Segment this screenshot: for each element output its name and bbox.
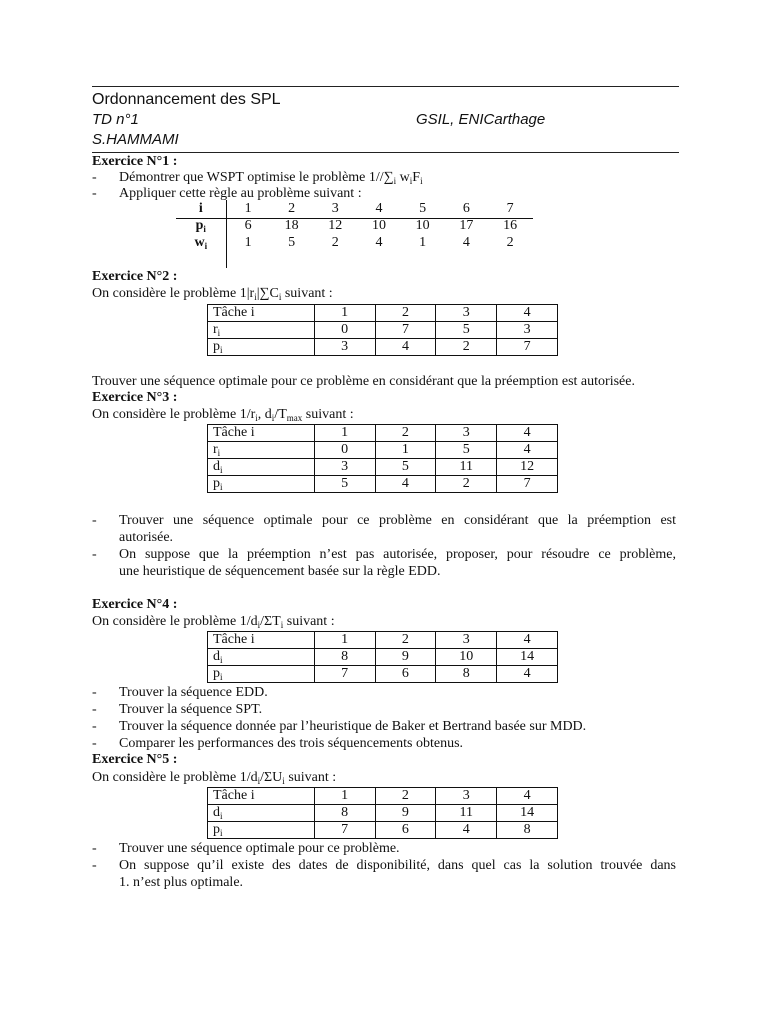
table-cell: 5 (288, 235, 296, 250)
table-cell: 4 (375, 201, 383, 216)
top-rule (92, 86, 679, 87)
exercise-5-question-1: Trouver une séquence optimale pour ce problème. (119, 841, 400, 856)
table-cell: 2 (375, 632, 436, 649)
bullet-dash: - (92, 841, 97, 856)
table-cell: 5 (436, 322, 497, 339)
exercise-5-title: Exercice N°5 : (92, 752, 178, 767)
table-cell: 11 (436, 459, 497, 476)
row-label-d: $d_i$ (208, 805, 315, 822)
table-cell: 2 (331, 235, 339, 250)
table-cell: 1 (314, 305, 375, 322)
exercise-4-question-2: Trouver la séquence SPT. (119, 702, 263, 717)
table-cell: 5 (314, 476, 375, 493)
table-cell: 7 (314, 666, 375, 683)
table-header: Tâche i (208, 305, 315, 322)
school-name: GSIL, ENICarthage (416, 111, 546, 128)
exercise-5-table (207, 787, 558, 839)
table-cell: 3 (497, 322, 558, 339)
row-label-p: $p_i$ (208, 666, 315, 683)
table-cell: 4 (436, 822, 497, 839)
table-row (208, 666, 558, 683)
td-number: TD n°1 (92, 111, 139, 128)
table-cell: 4 (497, 305, 558, 322)
bullet-dash: - (92, 685, 97, 700)
table-cell: 1 (244, 201, 252, 216)
author-name: S.HAMMAMI (92, 131, 179, 148)
table-row (208, 339, 558, 356)
table-cell: 2 (436, 339, 497, 356)
table-row (208, 425, 558, 442)
table-cell: 6 (244, 218, 252, 233)
table-cell: 2 (288, 201, 296, 216)
table-row (176, 200, 532, 217)
exercise-3-intro: On considère le problème $1/r_i$, $d_i/T_{max}$ suivant : (92, 407, 354, 423)
table-row (208, 788, 558, 805)
exercise-4-table (207, 631, 558, 683)
bullet-dash: - (92, 186, 97, 201)
table-cell: 6 (375, 666, 436, 683)
bullet-dash: - (92, 170, 97, 185)
table-row (208, 632, 558, 649)
exercise-5-intro: On considère le problème $1/d_i/\Sigma U_i$ suivant : (92, 770, 337, 786)
table-cell: 2 (375, 305, 436, 322)
table-cell: 1 (314, 788, 375, 805)
exercise-2-title: Exercice N°2 : (92, 269, 178, 284)
exercise-4-question-4: Comparer les performances des trois séquencements obtenus. (119, 736, 464, 751)
subscript: i (393, 176, 397, 186)
exercise-3-question-1: Trouver une séquence optimale pour ce problème en considérant que la préemption est (119, 513, 676, 528)
table-cell: 1 (314, 425, 375, 442)
exercise-3-table (207, 424, 558, 493)
table-cell: 8 (314, 805, 375, 822)
table-cell: 5 (419, 201, 427, 216)
table-cell: 14 (497, 805, 558, 822)
table-cell: 3 (436, 305, 497, 322)
table-cell: 4 (497, 632, 558, 649)
table-row (176, 234, 532, 251)
table-row (176, 251, 532, 268)
exercise-4-intro: On considère le problème $1/d_i/\Sigma T_i$ suivant : (92, 614, 335, 630)
table-cell: 6 (375, 822, 436, 839)
table-row (208, 476, 558, 493)
table-cell: 4 (497, 788, 558, 805)
exercise-1-title: Exercice N°1 : (92, 154, 178, 169)
table-row (176, 217, 532, 234)
row-label-d: $d_i$ (208, 459, 315, 476)
row-label-p: $p_i$ (208, 476, 315, 493)
bullet-dash: - (92, 513, 97, 528)
exercise-3-question-1-cont: autorisée. (119, 530, 174, 545)
exercise-2-question: Trouver une séquence optimale pour ce problème en considérant que la préemption est autorisée. (92, 374, 635, 389)
table-cell: 17 (459, 218, 474, 233)
bullet-dash: - (92, 736, 97, 751)
table-cell: 6 (462, 201, 470, 216)
table-cell: 7 (314, 822, 375, 839)
table-cell: 10 (371, 218, 386, 233)
table-cell: 4 (497, 442, 558, 459)
exercise-5-question-2: On suppose qu’il existe des dates de disponibilité, dans quel cas la solution trouvée dans (119, 858, 676, 873)
subscript: i (409, 176, 413, 186)
table-cell: 2 (436, 476, 497, 493)
table-cell: 5 (436, 442, 497, 459)
row-label-r: $r_i$ (208, 322, 315, 339)
table-cell: 11 (436, 805, 497, 822)
row-label-p: $p_i$ (208, 822, 315, 839)
exercise-1-question-1 (119, 170, 423, 187)
table-cell: 4 (497, 425, 558, 442)
table-cell: 1 (314, 632, 375, 649)
table-cell: 7 (506, 201, 514, 216)
bullet-dash: - (92, 719, 97, 734)
table-cell: 4 (497, 666, 558, 683)
table-cell: 7 (375, 322, 436, 339)
table-cell: 3 (331, 201, 339, 216)
question-text: Démontrer que WSPT optimise le problème 1//∑ (119, 170, 394, 185)
table-cell: 9 (375, 805, 436, 822)
table-cell: 5 (375, 459, 436, 476)
table-cell: 9 (375, 649, 436, 666)
table-row (208, 649, 558, 666)
table-cell: 8 (497, 822, 558, 839)
table-cell: 2 (375, 788, 436, 805)
table-cell: 0 (314, 442, 375, 459)
exercise-4-question-3: Trouver la séquence donnée par l’heuristique de Baker et Bertrand basée sur MDD. (119, 719, 587, 734)
table-cell: 14 (497, 649, 558, 666)
exercise-4-title: Exercice N°4 : (92, 597, 178, 612)
exercise-3-question-2: On suppose que la préemption n’est pas autorisée, proposer, pour résoudre ce problème, (119, 547, 676, 562)
row-label-w: $w_i$ (176, 234, 226, 251)
table-cell: 4 (375, 235, 383, 250)
row-label-p: $p_i$ (208, 339, 315, 356)
table-cell: 10 (415, 218, 430, 233)
table-cell: 8 (436, 666, 497, 683)
table-header: Tâche i (208, 788, 315, 805)
bullet-dash: - (92, 858, 97, 873)
bullet-dash: - (92, 547, 97, 562)
table-cell: 1 (244, 235, 252, 250)
table-cell: 3 (314, 339, 375, 356)
table-cell: 4 (462, 235, 470, 250)
table-cell: 18 (284, 218, 299, 233)
table-cell: 4 (375, 339, 436, 356)
exercise-1-question-2: Appliquer cette règle au problème suivant : (119, 186, 362, 201)
exercise-3-title: Exercice N°3 : (92, 390, 178, 405)
table-cell: 7 (497, 339, 558, 356)
table-row (208, 459, 558, 476)
table-cell: 3 (436, 425, 497, 442)
row-label-r: $r_i$ (208, 442, 315, 459)
table-cell: 12 (497, 459, 558, 476)
row-label-p: $p_i$ (176, 217, 226, 234)
table-cell: 3 (436, 632, 497, 649)
row-label-d: $d_i$ (208, 649, 315, 666)
table-header: Tâche i (208, 632, 315, 649)
subscript: i (420, 176, 423, 186)
table-cell: 1 (419, 235, 427, 250)
table-row (208, 305, 558, 322)
row-label-i: i (176, 200, 226, 217)
table-cell: 8 (314, 649, 375, 666)
table-cell: 1 (375, 442, 436, 459)
table-row (208, 442, 558, 459)
table-header: Tâche i (208, 425, 315, 442)
table-row (208, 805, 558, 822)
weight-symbol: w (399, 170, 410, 185)
table-cell: 16 (503, 218, 518, 233)
table-row (208, 322, 558, 339)
table-cell: 7 (497, 476, 558, 493)
exercise-5-question-2-cont: 1. n’est plus optimale. (119, 875, 244, 890)
table-cell: 2 (506, 235, 514, 250)
exercise-4-question-1: Trouver la séquence EDD. (119, 685, 268, 700)
table-cell: 3 (436, 788, 497, 805)
table-cell: 10 (436, 649, 497, 666)
exercise-3-question-2-cont: une heuristique de séquencement basée sur la règle EDD. (119, 564, 441, 579)
table-cell: 3 (314, 459, 375, 476)
exercise-1-table (176, 200, 532, 268)
table-cell: 0 (314, 322, 375, 339)
table-cell: 2 (375, 425, 436, 442)
header-bottom-rule (92, 152, 679, 153)
table-cell: 4 (375, 476, 436, 493)
course-title: Ordonnancement des SPL (92, 91, 281, 108)
table-cell: 12 (328, 218, 343, 233)
bullet-dash: - (92, 702, 97, 717)
exercise-2-intro: On considère le problème $1|r_i|\sum C_i$ suivant : (92, 286, 333, 302)
exercise-2-table (207, 304, 558, 356)
table-row (208, 822, 558, 839)
flow-symbol: F (412, 170, 421, 185)
